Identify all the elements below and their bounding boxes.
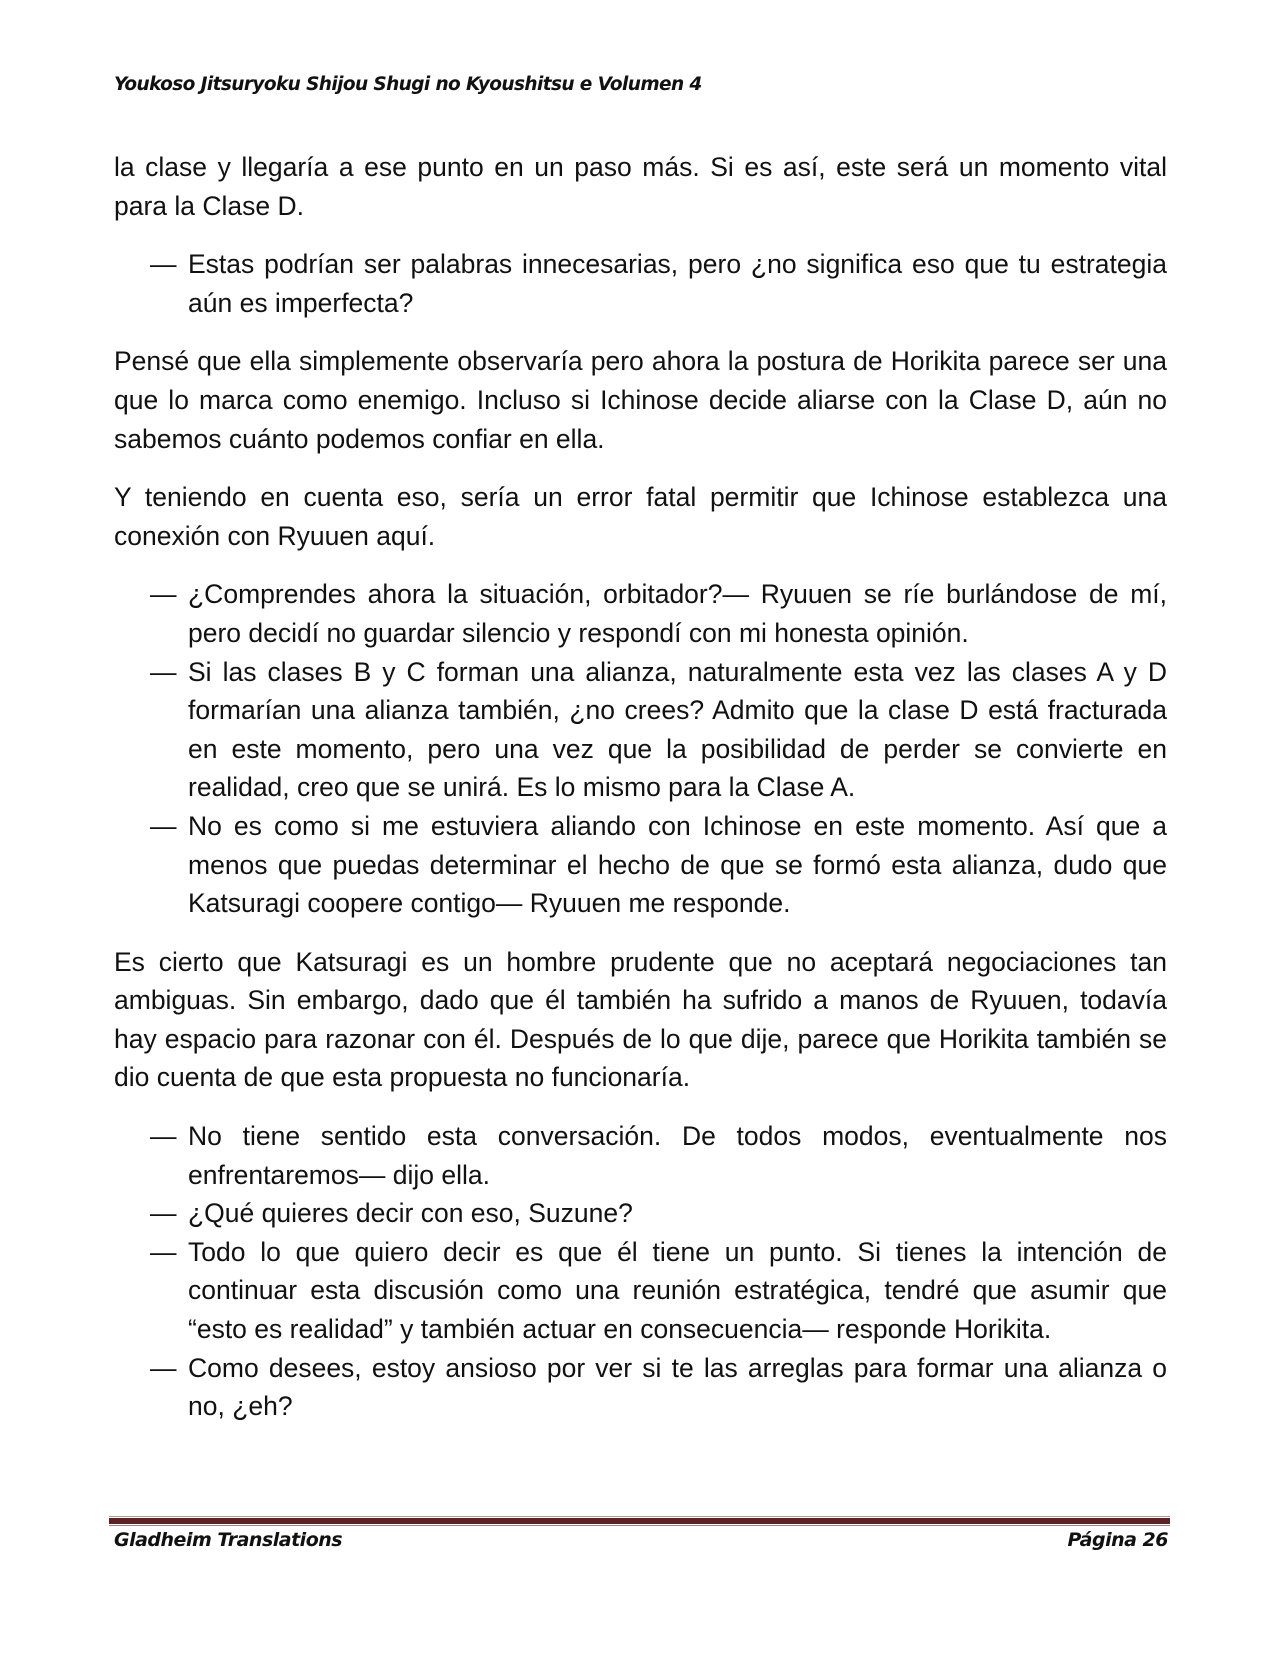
dialog-dash: — [150,1236,177,1267]
running-header: Youkoso Jitsuryoku Shijou Shugi no Kyoushitsu e Volumen 4 [114,74,702,95]
footer-divider [109,1516,1170,1526]
dialog-dash: — [150,656,177,687]
dialog-text: No es como si me estuviera aliando con Ichinose en este momento. Así que a menos que puedas determinar el hecho de que se formó esta alianza, dudo que Katsuragi coopere contigo— Ryuuen me responde. [188,810,1167,919]
dialog-line [114,1233,1167,1349]
dialog-line [114,575,1167,652]
dialog-text: Como desees, estoy ansioso por ver si te las arreglas para formar una alianza o no, ¿eh? [188,1352,1167,1422]
paragraph: Y teniendo en cuenta eso, sería un error fatal permitir que Ichinose establezca una conexión con Ryuuen aquí. [114,482,1167,551]
footer-divider-band [109,1518,1170,1524]
page-body [114,148,1167,1446]
dialog-line [114,1117,1167,1194]
dialog-dash: — [150,1352,177,1383]
paragraph: Es cierto que Katsuragi es un hombre prudente que no aceptará negociaciones tan ambiguas. Sin embargo, dado que él también ha sufrido a manos de Ryuuen, todavía hay espacio para razonar con él. Después de lo que dije, parece que Horikita también se dio cuenta de que esta propuesta no funcionaría. [114,946,1167,1093]
footer-divider-top-line [109,1516,1170,1517]
dialog-dash: — [150,249,177,280]
dialog-group [114,1117,1167,1426]
dialog-text: No tiene sentido esta conversación. De todos modos, eventualmente nos enfrentaremos— dijo ella. [188,1121,1167,1190]
dialog-group [114,575,1167,922]
footer-divider-bottom-line [109,1525,1170,1526]
dialog-text: Si las clases B y C forman una alianza, naturalmente esta vez las clases A y D formarían una alianza también, ¿no crees? Admito que la clase D está fracturada en este momento, pero una vez que la posibilidad de perder se convierte en realidad, creo que se unirá. Es lo mismo para la Clase A. [188,656,1167,803]
dialog-group [114,245,1167,322]
dialog-text: ¿Qué quieres decir con eso, Suzune? [188,1198,633,1229]
dialog-dash: — [150,1198,177,1229]
footer-publisher: Gladheim Translations [114,1529,343,1551]
dialog-dash: — [150,579,177,610]
paragraph: la clase y llegaría a ese punto en un paso más. Si es así, este será un momento vital para la Clase D. [114,152,1167,221]
dialog-dash: — [150,1121,177,1152]
dialog-dash: — [150,810,177,841]
dialog-line [114,1194,1167,1233]
dialog-line [114,245,1167,322]
dialog-text: Estas podrían ser palabras innecesarias, pero ¿no significa eso que tu estrategia aún es imperfecta? [188,249,1167,318]
page-number: Página 26 [1067,1529,1168,1551]
dialog-line [114,653,1167,807]
dialog-line [114,807,1167,923]
dialog-line [114,1349,1167,1426]
paragraph: Pensé que ella simplemente observaría pero ahora la postura de Horikita parece ser una que lo marca como enemigo. Incluso si Ichinose decide aliarse con la Clase D, aún no sabemos cuánto podemos confiar en ella. [114,346,1167,454]
dialog-text: ¿Comprendes ahora la situación, orbitador?— Ryuuen se ríe burlándose de mí, pero decidí no guardar silencio y respondí con mi honesta opinión. [188,579,1167,648]
dialog-text: Todo lo que quiero decir es que él tiene un punto. Si tienes la intención de continuar esta discusión como una reunión estratégica, tendré que asumir que “esto es realidad” y también actuar en consecuencia— responde Horikita. [188,1236,1167,1345]
